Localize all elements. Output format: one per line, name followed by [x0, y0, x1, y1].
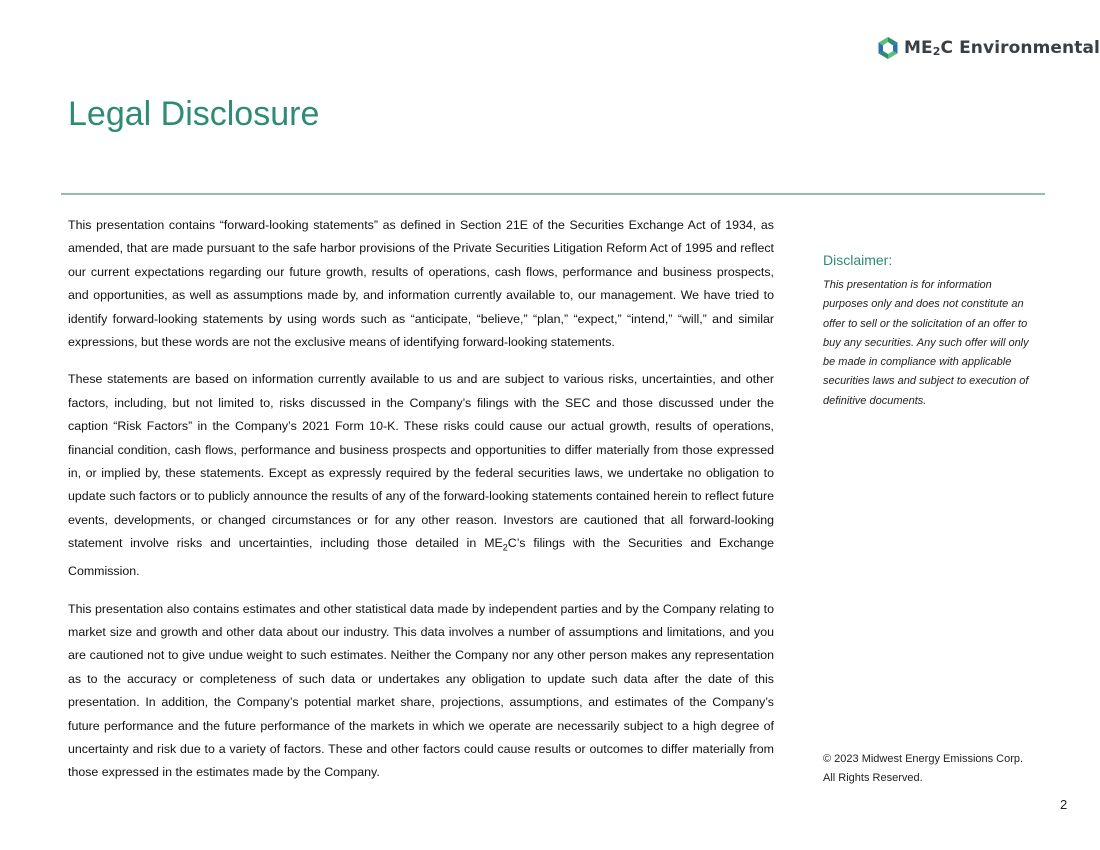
paragraph-estimates: This presentation also contains estimates and other statistical data made by independent parties and by the Company relating to market size and growth and other data about our industry. This data involves a number of assumptions and limitations, and you are cautioned not to give undue weight to such estimates. Neither the Company nor any other person makes any representation as to the accuracy or completeness of such data or undertakes any obligation to update such data after the date of this presentation. In addition, the Company’s potential market share, projections, assumptions, and estimates of the Company’s future performance and the future performance of the markets in which we operate are necessarily subject to a high degree of uncertainty and risk due to a variety of factors. These and other factors could cause results or outcomes to differ materially from those expressed in the estimates made by the Company.	[68, 601, 774, 780]
rights-line: All Rights Reserved.	[823, 771, 923, 784]
hexagon-swirl-icon	[876, 36, 900, 60]
logo-text: $ME_2C$ Environmental	[904, 38, 1100, 58]
paragraph-forward-looking: This presentation contains “forward-looking statements” as defined in Section 21E of the Securities Exchange Act of 1934, as amended, that are made pursuant to the safe harbor provisions of the Private Securities Litigation Reform Act of 1995 and reflect our current expectations regarding our future growth, results of operations, cash flows, performance and business prospects, and opportunities, as well as assumptions made by, and information currently available to, our management. We have tried to identify forward-looking statements by using words such as “anticipate, “believe,” “plan,” “expect,” “intend,” “will,” and similar expressions, but these words are not the exclusive means of identifying forward-looking statements.	[68, 218, 774, 350]
page-title: Legal Disclosure	[68, 95, 320, 133]
disclaimer-heading: Disclaimer:	[823, 252, 893, 268]
copyright	[823, 750, 1023, 787]
disclaimer-body: This presentation is for information purposes only and does not constitute an offer to sell or the solicitation of an offer to buy any securities. Any such offer will only be made in compliance with applicable securities laws and subject to execution of definitive documents.	[823, 279, 1029, 407]
company-logo	[876, 35, 1100, 61]
copyright-line: © 2023 Midwest Energy Emissions Corp.	[823, 753, 1024, 765]
title-divider	[61, 193, 1045, 195]
page-number: 2	[1060, 797, 1068, 812]
disclosure-body	[68, 214, 774, 799]
disclaimer-panel	[823, 252, 1038, 411]
paragraph-risks: These statements are based on information currently available to us and are subject to various risks, uncertainties, and other factors, including, but not limited to, risks discussed in the Company’s filings with the SEC and those discussed under the caption “Risk Factors” in the Company’s 2021 Form 10-K. These risks could cause our actual growth, results of operations, financial condition, cash flows, performance and business prospects and opportunities to differ materially from those expressed in, or implied by, these statements. Except as expressly required by the federal securities laws, we undertake no obligation to update such factors or to publicly announce the results of any of the forward-looking statements contained herein to reflect future events, developments, or changed circumstances or for any other reason. Investors are cautioned that all forward-looking statement involve risks and uncertainties, including those detailed in $ME_2C’s$ filings with the Securities and Exchange Commission.	[68, 372, 774, 579]
